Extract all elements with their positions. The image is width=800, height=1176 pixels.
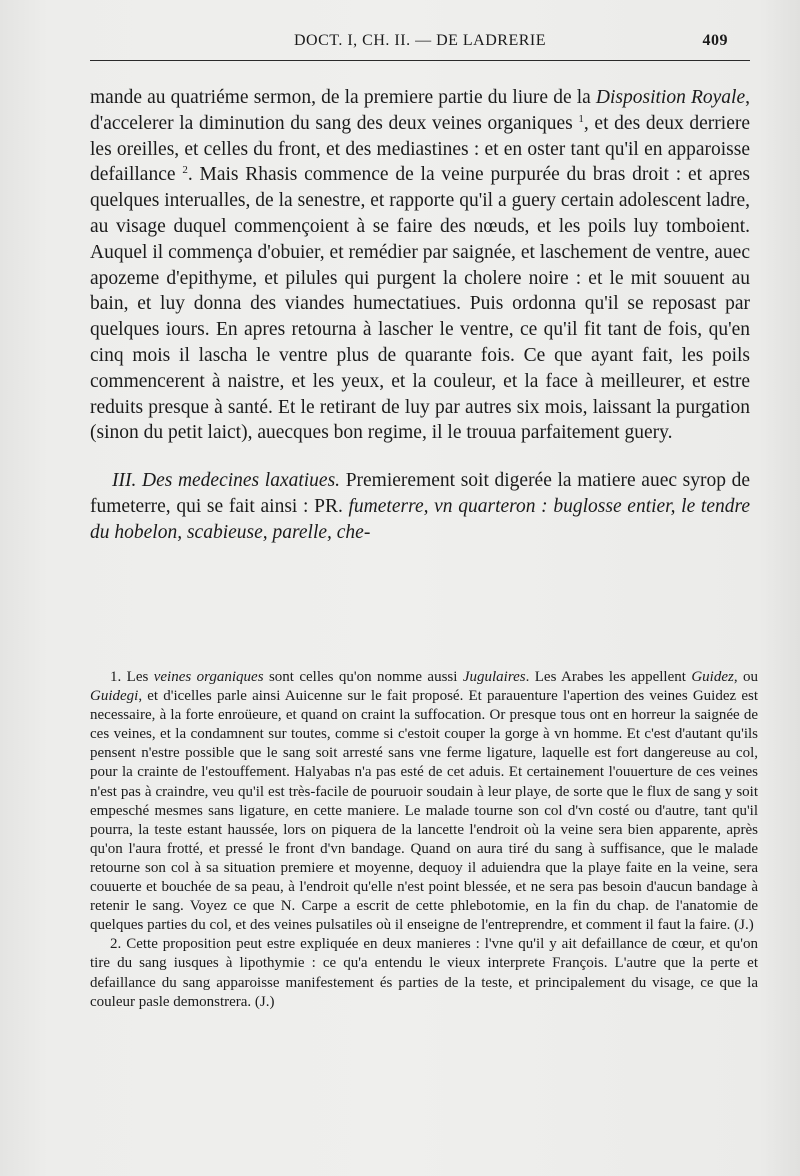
section-paragraph	[90, 468, 750, 545]
footnote-ref-1: 1	[578, 112, 584, 125]
fn-italic: veines organiques	[153, 669, 264, 685]
main-text	[90, 85, 750, 546]
running-title: DOCT. I, CH. II. — DE LADRERIE	[293, 32, 546, 49]
book-title-italic: Disposition Royale	[595, 87, 746, 108]
footnote-1	[90, 668, 758, 935]
section-heading: III. Des medecines laxatiues.	[112, 470, 341, 492]
page-header	[90, 30, 750, 56]
fn-italic: Guidegi	[90, 688, 139, 705]
footnote-ref-2: 2	[182, 164, 188, 177]
paragraph-continuation	[90, 85, 750, 446]
fn-run: 1. Les	[110, 669, 154, 685]
fn-italic: Guidez	[691, 669, 734, 685]
fn-run: sont celles qu'on nomme aussi	[263, 669, 463, 685]
fn-run: . Les Arabes les appellent	[525, 669, 692, 685]
fn-italic: Jugulaires	[462, 669, 526, 685]
text-run: Premierement soit digerée la matiere auec syrop de fumeterre, qui se fait ainsi : PR.	[90, 470, 750, 517]
footnotes	[90, 668, 758, 1012]
text-run: , et des deux derriere les oreilles, et celles du front, et des mediastines : et en oster tant qu'il en apparoisse defaillance	[90, 112, 750, 186]
fn-run: , ou	[733, 669, 758, 685]
fn-run: , et d'icelles parle ainsi Auicenne sur le fait proposé. Et parauenture l'apertion des veines Guidez est necessaire, à la forte enroüeure, et quand on craint la suffocation. Or presque tous ont en horreur la saignée de ces veines, et la condamnent sur toutes, comme si c'estoit couper la gorge à vn homme. Et c'est d'autant qu'ils pensent n'estre possible que le sang soit arresté sans vne ferme ligature, laquelle est fort dangereuse au col, pour la crainte de l'estouffement. Halyabas n'a pas esté de cet aduis. Et certainement l'ouuerture de ces veines n'est pas à craindre, veu qu'il est très-facile de pouruoir soudain à leur playe, de sorte que le flux de sang y soit empesché mesmes sans ligature, en cette maniere. Le malade tourne son col d'vn costé ou d'autre, tant qu'il pourra, la teste estant haussée, lors on piquera de la lancette l'endroit où la veine sera bien apparente, après qu'on l'aura frotté, et pressé le front d'vn bandage. Quand on aura tiré du sang à suffisance, que le malade retourne son col à sa situation premiere et moyenne, dequoy il aduiendra que la playe faite en la veine, sera couuerte et bouchée de sa peau, à l'endroit qu'elle n'est point blessée, et ne sera pas besoin d'aucun bandage à retenir le sang. Voyez ce que N. Carpe a escrit de cette phlebotomie, en la fin du chap. de l'anatomie de quelques parties du col, et des veines pulsatiles où il enseigne de l'entreprendre, et comment il faut la faire. (J.)	[90, 688, 758, 934]
text-run: . Mais Rhasis commence de la veine purpurée du bras droit : et apres quelques interualles, de la senestre, et rapporte qu'il a guery certain adolescent ladre, au visage duquel commençoient à se faire des nœuds, et les poils luy tomboient. Auquel il commença d'obuier, et remédier par saignée, et laschement de ventre, auec apozeme d'epithyme, et pilules qui purgent la cholere noire : et le mit souuent au bain, et luy donna des viandes humectatiues. Puis ordonna qu'il se reposast par quelques iours. En apres retourna à lascher le ventre, ce qu'il fit tant de fois, qu'en cinq mois il lascha le ventre plus de quarante fois. Ce que ayant fait, les poils commencerent à naistre, et les yeux, et la couleur, et la face à meilleurer, et estre reduits presque à santé. Et le retirant de luy par autres six mois, laissant la purgation (sinon du petit laict), auecques bon regime, il le trouua parfaitement guery.	[90, 164, 750, 444]
text-run: , d'accelerer la diminution du sang des deux veines organiques	[90, 87, 750, 134]
footnote-2: 2. Cette proposition peut estre expliquée en deux manieres : l'vne qu'il y ait defaillance de cœur, et qu'on tire du sang iusques à lipothymie : ce qu'a entendu le vieux interprete François. L'autre que la perte et defaillance du sang apparoisse manifestement és parties de la teste, et principalement du visage, ce que la couleur pasle demonstrera. (J.)	[90, 936, 758, 1010]
page-number: 409	[702, 32, 728, 49]
header-rule	[90, 60, 750, 61]
text-run: mande au quatriéme sermon, de la premiere partie du liure de la	[90, 87, 596, 108]
recipe-italic: fumeterre, vn quarteron : buglosse entier, le tendre du hobelon, scabieuse, parelle, che-	[90, 495, 750, 543]
